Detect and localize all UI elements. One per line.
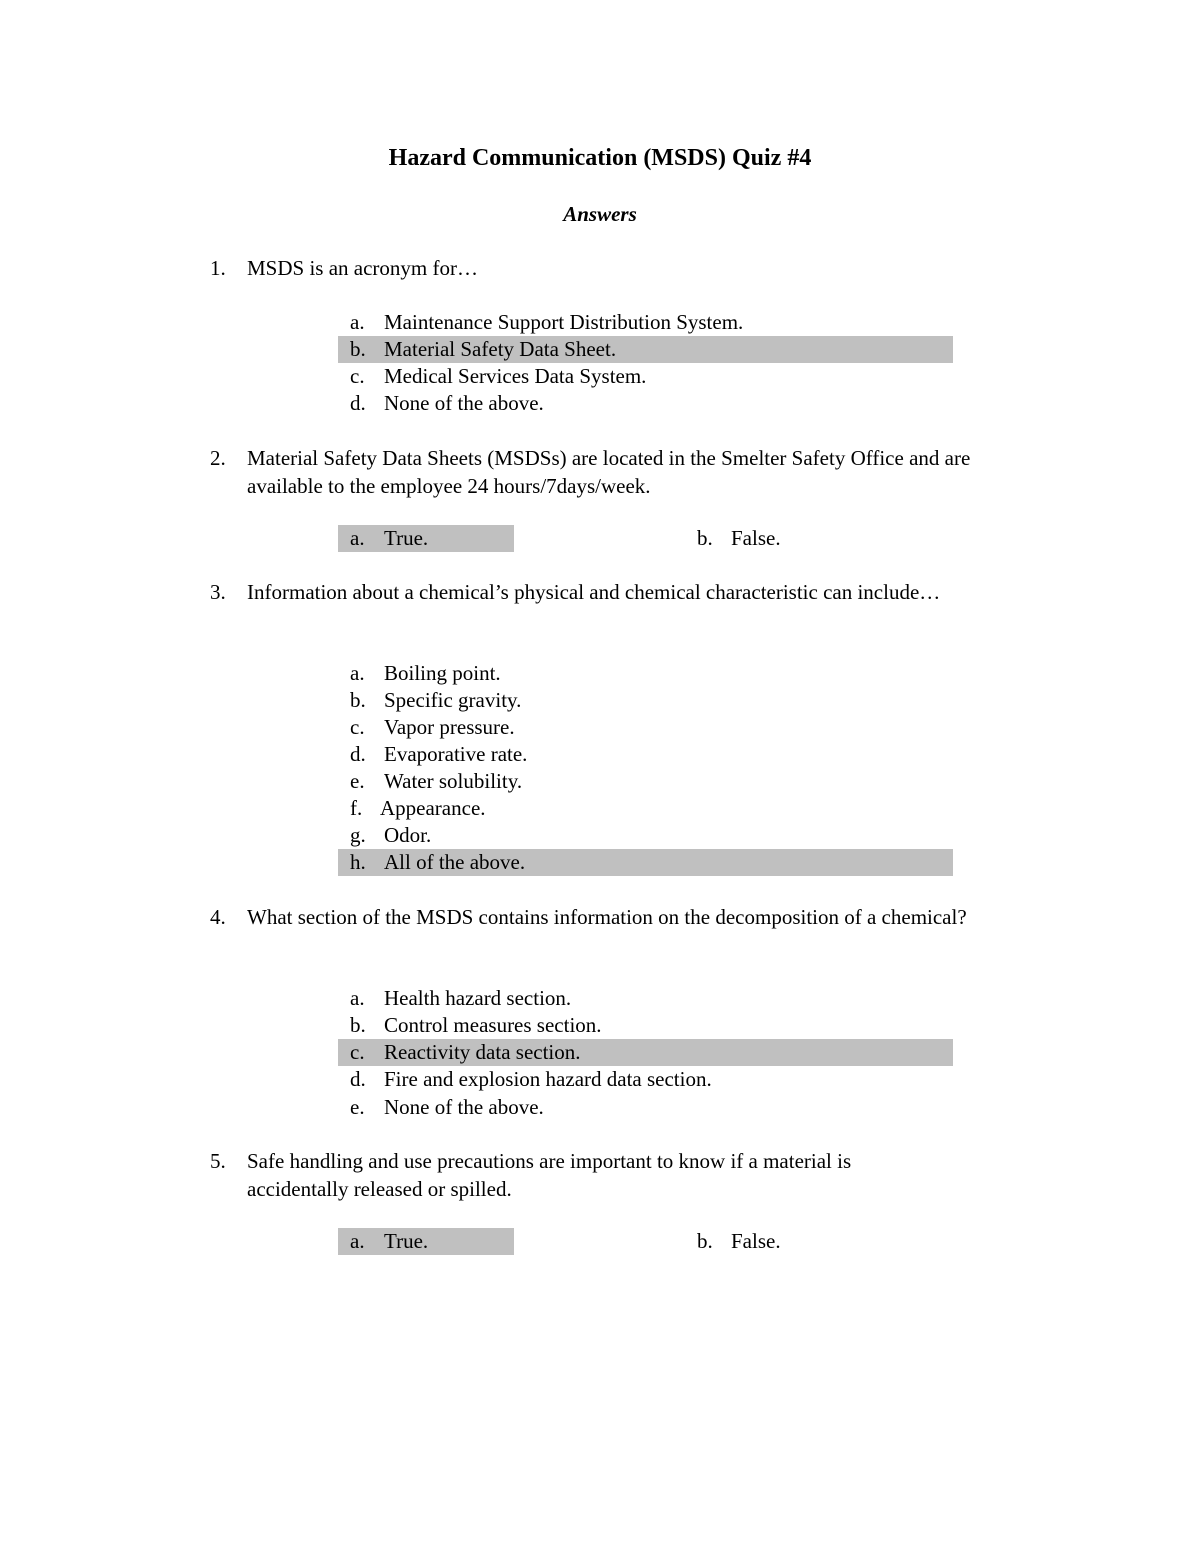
page-title: Hazard Communication (MSDS) Quiz #4 [388,145,812,171]
option-3a [338,660,953,687]
option-5b [685,1228,861,1255]
option-text: Appearance. [380,796,486,820]
option-letter: a. [350,310,365,334]
page-subtitle: Answers [563,202,637,226]
option-letter: c. [350,715,365,739]
option-letter: f. [350,796,363,820]
option-text: Boiling point. [384,661,501,685]
option-text: Maintenance Support Distribution System. [384,310,744,334]
option-text: All of the above. [384,850,526,874]
question-5 [210,1148,1040,1203]
question-3 [210,579,1040,607]
option-3g [338,822,953,849]
option-letter: g. [350,823,366,847]
option-3h-correct [338,849,953,876]
option-text: Reactivity data section. [384,1040,581,1064]
question-text: Material Safety Data Sheets (MSDSs) are located in the Smelter Safety Office and are available to the employee 24 hours/7days/week. [247,446,971,498]
option-5a-correct [338,1228,514,1255]
question-number: 5. [210,1149,226,1173]
option-text: Specific gravity. [384,688,522,712]
option-3b [338,687,953,714]
question-number: 2. [210,446,226,470]
option-letter: d. [350,1067,366,1091]
question-2 [210,445,1040,500]
option-3d [338,741,953,768]
option-text: True. [384,526,429,550]
option-4e [338,1094,953,1121]
option-letter: d. [350,391,366,415]
option-letter: a. [350,1229,365,1253]
question-number: 3. [210,580,226,604]
option-text: None of the above. [384,391,544,415]
option-letter: a. [350,661,365,685]
option-text: Water solubility. [384,769,523,793]
option-4c-correct [338,1039,953,1066]
option-1d [338,390,953,417]
option-letter: h. [350,850,366,874]
option-letter: a. [350,526,365,550]
option-letter: c. [350,364,365,388]
option-text: None of the above. [384,1095,544,1119]
option-4d [338,1066,953,1093]
option-4a [338,985,953,1012]
option-2b [685,525,861,552]
option-text: Material Safety Data Sheet. [384,337,617,361]
question-text: Safe handling and use precautions are important to know if a material is accidentally released or spilled. [247,1149,852,1201]
option-letter: b. [350,688,366,712]
option-text: Fire and explosion hazard data section. [384,1067,712,1091]
option-1c [338,363,953,390]
option-text: False. [731,1229,781,1253]
option-text: True. [384,1229,429,1253]
question-number: 1. [210,256,226,280]
option-letter: e. [350,769,365,793]
option-letter: b. [350,337,366,361]
question-4 [210,904,1040,932]
option-text: False. [731,526,781,550]
option-text: Evaporative rate. [384,742,528,766]
option-letter: b. [697,1229,713,1253]
option-letter: d. [350,742,366,766]
option-4b [338,1012,953,1039]
option-text: Control measures section. [384,1013,602,1037]
option-3f [338,795,953,822]
option-letter: c. [350,1040,365,1064]
option-1b-correct [338,336,953,363]
question-text: Information about a chemical’s physical and chemical characteristic can include… [247,580,941,604]
option-letter: e. [350,1095,365,1119]
question-1 [210,255,1040,283]
option-letter: b. [697,526,713,550]
question-text: MSDS is an acronym for… [247,256,478,280]
option-1a [338,309,953,336]
option-text: Medical Services Data System. [384,364,647,388]
option-letter: b. [350,1013,366,1037]
option-text: Vapor pressure. [384,715,515,739]
option-text: Health hazard section. [384,986,572,1010]
option-text: Odor. [384,823,432,847]
question-text: What section of the MSDS contains information on the decomposition of a chemical? [247,905,967,929]
option-3c [338,714,953,741]
option-2a-correct [338,525,514,552]
option-letter: a. [350,986,365,1010]
option-3e [338,768,953,795]
question-number: 4. [210,905,226,929]
